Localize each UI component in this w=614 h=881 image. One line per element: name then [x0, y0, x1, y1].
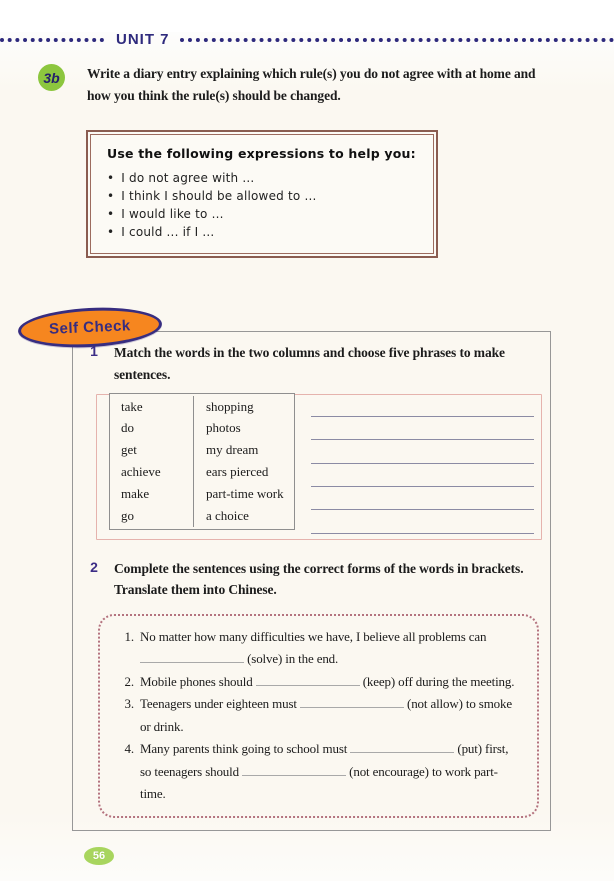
phrase-cell: shopping: [193, 396, 294, 418]
expression-item: • I would like to ...: [107, 205, 419, 223]
exercise1-instruction: Match the words in the two columns and choose five phrases to make sentences.: [114, 345, 505, 383]
answer-blank[interactable]: [350, 740, 454, 753]
sentence-number: 3.: [124, 696, 134, 712]
match-row: [110, 505, 294, 527]
textbook-page: [0, 32, 614, 881]
phrase-cell: part-time work: [193, 483, 294, 505]
phrase-cell: my dream: [193, 439, 294, 461]
activity-3b: [38, 63, 614, 108]
exercise1-header: [83, 342, 550, 385]
expressions-box: [86, 130, 438, 259]
exercise2-number: 2: [90, 558, 98, 575]
match-area: [96, 394, 550, 540]
match-row: [110, 483, 294, 505]
page-number-badge: 56: [84, 847, 114, 865]
verb-cell: achieve: [121, 464, 161, 480]
expression-item: • I could ... if I ...: [107, 223, 419, 241]
expression-item: • I think I should be allowed to ...: [107, 187, 419, 205]
match-row: [110, 417, 294, 439]
unit-header: [0, 32, 614, 46]
verb-cell: make: [121, 485, 150, 501]
self-check-panel: [72, 331, 551, 830]
verb-cell: go: [121, 507, 134, 523]
sentence-item: [110, 738, 521, 806]
dotted-rule-left: [0, 38, 104, 42]
exercise2: [73, 558, 550, 818]
dotted-rule-right: [180, 38, 614, 42]
match-row: [110, 461, 294, 483]
verb-cell: do: [121, 420, 134, 436]
answer-blank[interactable]: [242, 763, 346, 776]
phrase-cell: photos: [193, 417, 294, 439]
answer-blank[interactable]: [256, 673, 360, 686]
match-table: [109, 393, 295, 530]
answer-line[interactable]: [311, 487, 534, 510]
sentence-body: Teenagers under eighteen must (not allow) to smoke or drink.: [140, 696, 512, 734]
answer-line[interactable]: [311, 394, 534, 417]
sentence-body: Mobile phones should (keep) off during the meeting.: [140, 673, 515, 689]
sentence-item: [110, 693, 521, 738]
exercise1-number: 1: [90, 343, 98, 360]
unit-title: UNIT 7: [116, 30, 170, 48]
answer-blank[interactable]: [300, 695, 404, 708]
sentence-body: Many parents think going to school must (put) first, so teenagers should (not encourage) to work part-time.: [140, 741, 509, 802]
expressions-list: [107, 169, 419, 242]
sentence-item: [110, 671, 521, 694]
answer-line[interactable]: [311, 417, 534, 440]
verb-cell: get: [121, 442, 137, 458]
activity-3b-instruction: Write a diary entry explaining which rule(s) you do not agree with at home and how you think the rule(s) should be changed.: [87, 66, 536, 104]
expression-item: • I do not agree with ...: [107, 169, 419, 187]
sentence-number: 1.: [124, 628, 134, 644]
expressions-box-inner: [90, 134, 434, 255]
exercise2-header: [83, 558, 550, 601]
sentence-number: 4.: [124, 741, 134, 757]
answer-blank[interactable]: [140, 650, 244, 663]
expressions-title: Use the following expressions to help you:: [107, 145, 416, 161]
sentence-number: 2.: [124, 673, 134, 689]
sentence-body: No matter how many difficulties we have, I believe all problems can (solve) in the end.: [140, 628, 487, 667]
phrase-cell: ears pierced: [193, 461, 294, 483]
answer-lines: [311, 394, 534, 534]
sentence-item: [110, 626, 521, 671]
sentences-box: [98, 614, 539, 818]
activity-3b-badge: 3b: [38, 64, 65, 91]
answer-line[interactable]: [311, 440, 534, 463]
answer-line[interactable]: [311, 510, 534, 533]
match-row: [110, 396, 294, 418]
phrase-cell: a choice: [193, 505, 294, 527]
exercise2-instruction: Complete the sentences using the correct forms of the words in brackets. Translate them into Chinese.: [114, 560, 524, 598]
self-check-badge-label: Self Check: [48, 317, 132, 339]
verb-cell: take: [121, 398, 143, 414]
match-row: [110, 439, 294, 461]
answer-line[interactable]: [311, 464, 534, 487]
